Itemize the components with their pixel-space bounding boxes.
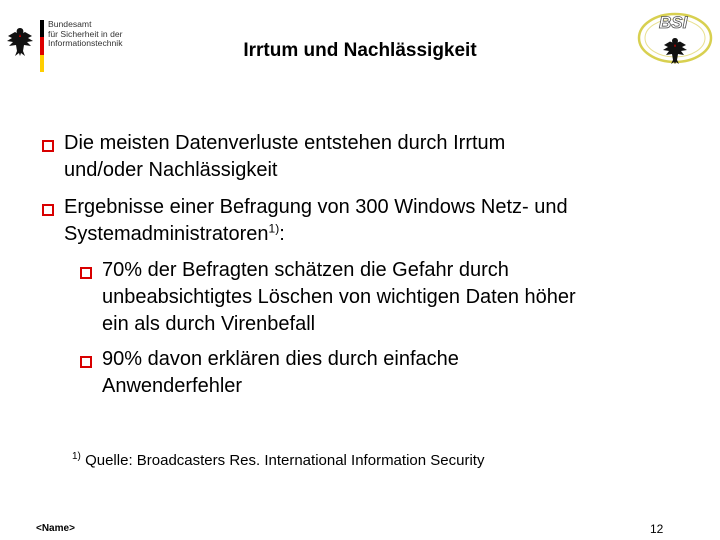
sub-bullet-text (102, 346, 459, 400)
footnote-text: Quelle: Broadcasters Res. International Information Security (85, 452, 485, 469)
bullet-line: 70% der Befragten schätzen die Gefahr durch (102, 259, 509, 281)
bullet-line: und/oder Nachlässigkeit (64, 159, 278, 181)
bsi-logo-text: BSI (659, 13, 688, 32)
sub-bullet-text (102, 257, 576, 338)
bullet-marker (42, 140, 54, 152)
agency-line: für Sicherheit in der (48, 28, 123, 39)
footnote (72, 452, 484, 469)
page-number: 12 (650, 522, 664, 536)
page-title: Irrtum und Nachlässigkeit (243, 40, 477, 61)
bullet-line: Ergebnisse einer Befragung von 300 Windows Netz- und (64, 196, 568, 218)
footnote-ref: 1) (268, 221, 280, 236)
bullet-line: ein als durch Virenbefall (102, 313, 316, 335)
sub-bullet-marker (80, 267, 92, 279)
bsi-logo (635, 6, 715, 78)
bullet-line-tail: : (279, 223, 285, 245)
bullet-line (64, 221, 568, 248)
footer-name: <Name> (36, 523, 75, 534)
footnote-marker: 1) (72, 451, 81, 462)
bullet-marker (42, 204, 54, 216)
sub-bullet-marker (80, 356, 92, 368)
bullet-line: Anwenderfehler (102, 375, 243, 397)
eagle-icon (663, 38, 687, 64)
agency-line: Informationstechnik (48, 38, 123, 48)
agency-line: Bundesamt (48, 19, 92, 29)
bullet-text (64, 130, 505, 184)
bullet-line: Die meisten Datenverluste entstehen durch Irrtum (64, 132, 506, 154)
flag-black (40, 20, 44, 37)
bullet-line: unbeabsichtigtes Löschen von wichtigen Daten höher (102, 286, 576, 308)
bullet-line: 90% davon erklären dies durch einfache (102, 348, 459, 370)
bullet-line-main: Systemadministratoren (64, 223, 269, 245)
bullet-text (64, 194, 568, 248)
